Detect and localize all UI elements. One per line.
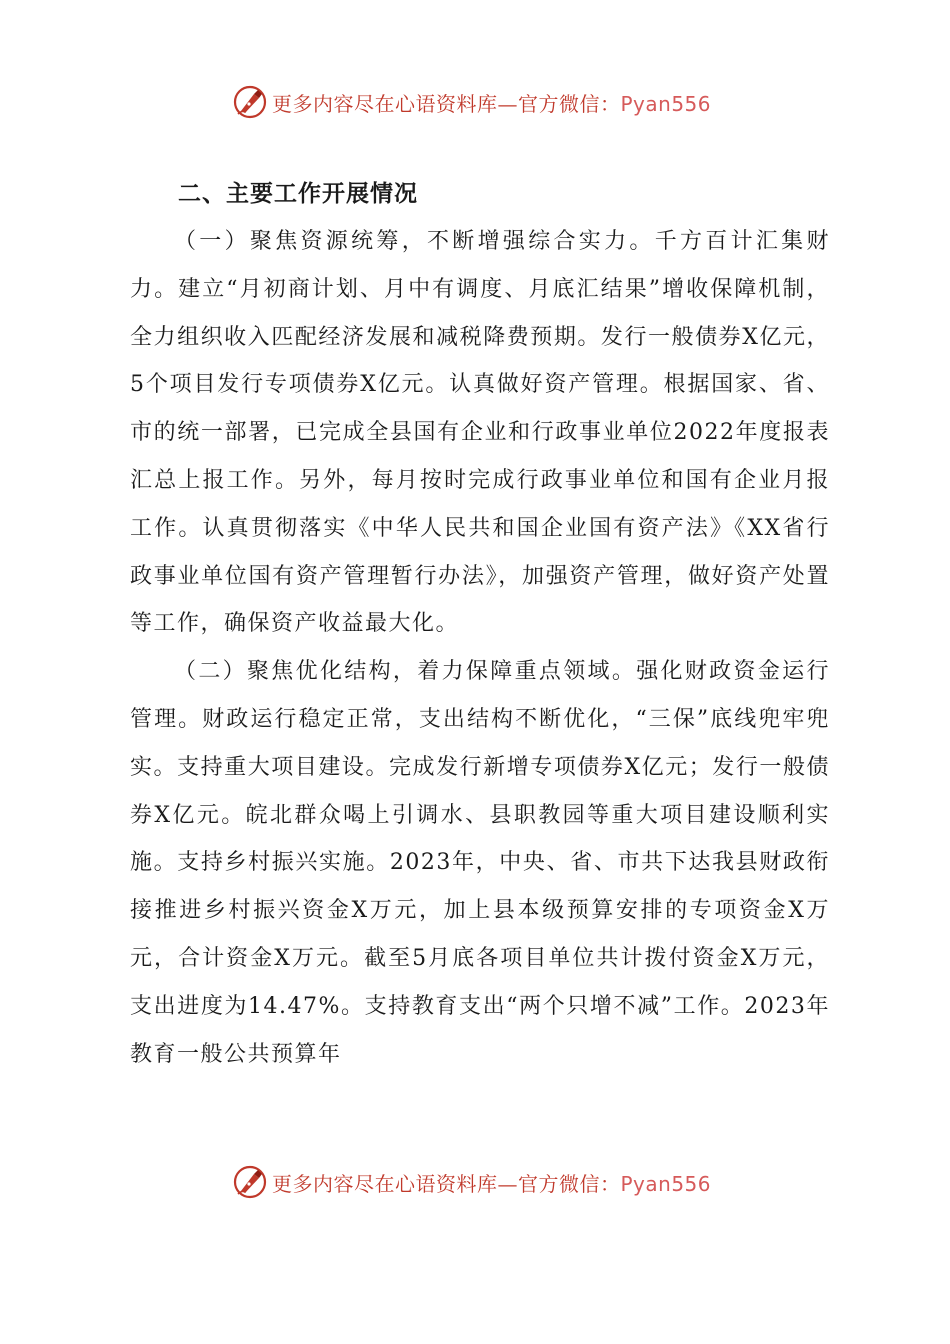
watermark-wechat-label: 官方微信： — [518, 91, 621, 116]
watermark-banner-top — [232, 82, 752, 122]
watermark-wechat-label: 官方微信： — [518, 1171, 621, 1196]
watermark-banner-bottom — [232, 1162, 752, 1202]
watermark-brand: 更多内容尽在心语资料库 — [272, 1171, 498, 1196]
section-heading: 二、主要工作开展情况 — [178, 181, 418, 207]
paragraph-2: （二）聚焦优化结构，着力保障重点领域。强化财政资金运行管理。财政运行稳定正常，支出结构不断优化，“三保”底线兜牢兜实。支持重大项目建设。完成发行新增专项债券X亿元；发行一般债券X亿元。皖北群众喝上引调水、县职教园等重大项目建设顺利实施。支持乡村振兴实施。2023年，中央、省、市共下达我县财政衔接推进乡村振兴资金X万元，加上县本级预算安排的专项资金X万元，合计资金X万元。截至5月底各项目单位共计拨付资金X万元，支出进度为14.47%。支持教育支出“两个只增不减”工作。2023年教育一般公共预算年 — [130, 659, 830, 1067]
pen-nib-logo-icon — [232, 84, 268, 120]
watermark-wechat-id: Pyan556 — [620, 1171, 712, 1196]
watermark-text — [272, 88, 711, 117]
watermark-separator: — — [497, 1171, 518, 1196]
pen-nib-logo-icon — [232, 1164, 268, 1200]
watermark-separator: — — [497, 91, 518, 116]
paragraph-1: （一）聚焦资源统筹，不断增强综合实力。千方百计汇集财力。建立“月初商计划、月中有调度、月底汇结果”增收保障机制，全力组织收入匹配经济发展和减税降费预期。发行一般债券X亿元，5个项目发行专项债券X亿元。认真做好资产管理。根据国家、省、市的统一部署，已完成全县国有企业和行政事业单位2022年度报表汇总上报工作。另外，每月按时完成行政事业单位和国有企业月报工作。认真贯彻落实《中华人民共和国企业国有资产法》《XX省行政事业单位国有资产管理暂行办法》，加强资产管理，做好资产处置等工作，确保资产收益最大化。 — [130, 229, 830, 637]
watermark-brand: 更多内容尽在心语资料库 — [272, 91, 498, 116]
watermark-text — [272, 1168, 711, 1197]
watermark-wechat-id: Pyan556 — [620, 91, 712, 116]
document-body — [130, 170, 830, 1078]
